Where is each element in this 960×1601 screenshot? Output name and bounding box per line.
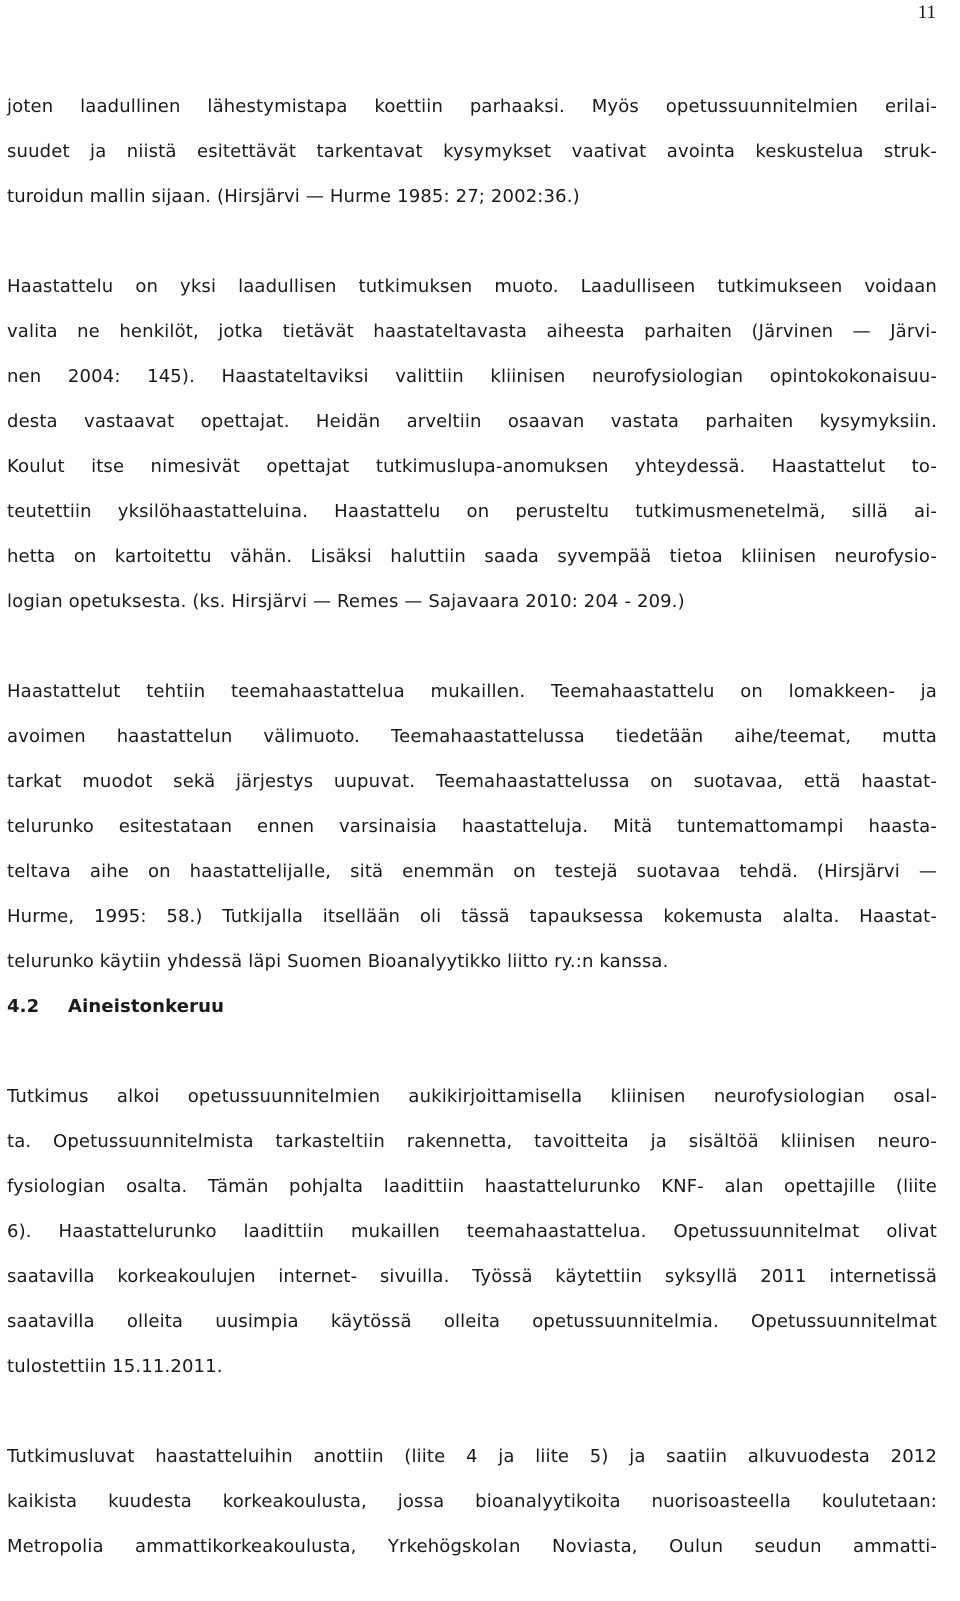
- text-line: Tutkimusluvat haastatteluihin anottiin (liite 4 ja liite 5) ja saatiin alkuvuodesta 2012: [7, 1446, 937, 1467]
- paragraph: [7, 84, 937, 219]
- text-line: 6). Haastattelurunko laadittiin mukaillen teemahaastattelua. Opetussuunnitelmat olivat: [7, 1221, 937, 1242]
- text-line: tulostettiin 15.11.2011.: [7, 1356, 223, 1377]
- text-line: avoimen haastattelun välimuoto. Teemahaastattelussa tiedetään aihe/teemat, mutta: [7, 726, 937, 747]
- section-number: 4.2: [7, 996, 40, 1017]
- text-line: suudet ja niistä esitettävät tarkentavat kysymykset vaativat avointa keskustelua struk-: [7, 141, 937, 162]
- text-line: Metropolia ammattikorkeakoulusta, Yrkehögskolan Noviasta, Oulun seudun ammatti-: [7, 1536, 937, 1557]
- text-line: ta. Opetussuunnitelmista tarkasteltiin rakennetta, tavoitteita ja sisältöä kliinisen neuro-: [7, 1131, 937, 1152]
- text-line: desta vastaavat opettajat. Heidän arveltiin osaavan vastata parhaiten kysymyksiin.: [7, 411, 937, 432]
- text-line: valita ne henkilöt, jotka tietävät haastateltavasta aiheesta parhaiten (Järvinen — Järvi-: [7, 321, 937, 342]
- section-heading: [7, 984, 937, 1029]
- text-line: telurunko esitestataan ennen varsinaisia haastatteluja. Mitä tuntemattomampi haasta-: [7, 816, 937, 837]
- text-line: tarkat muodot sekä järjestys uupuvat. Teemahaastattelussa on suotavaa, että haastat-: [7, 771, 937, 792]
- text-line: logian opetuksesta. (ks. Hirsjärvi — Remes — Sajavaara 2010: 204 - 209.): [7, 591, 685, 612]
- text-line: teutettiin yksilöhaastatteluina. Haastattelu on perusteltu tutkimusmenetelmä, sillä ai-: [7, 501, 937, 522]
- text-line: nen 2004: 145). Haastateltaviksi valittiin kliinisen neurofysiologian opintokokonaisuu-: [7, 366, 937, 387]
- text-line: kaikista kuudesta korkeakoulusta, jossa bioanalyytikoita nuorisoasteella koulutetaan:: [7, 1491, 937, 1512]
- section-title: Aineistonkeruu: [68, 996, 225, 1017]
- text-line: hetta on kartoitettu vähän. Lisäksi haluttiin saada syvempää tietoa kliinisen neurofysio-: [7, 546, 937, 567]
- text-line: saatavilla korkeakoulujen internet- sivuilla. Työssä käytettiin syksyllä 2011 internetissä: [7, 1266, 937, 1287]
- paragraph: [7, 1074, 937, 1389]
- page-number: 11: [917, 2, 936, 23]
- text-line: Haastattelut tehtiin teemahaastattelua mukaillen. Teemahaastattelu on lomakkeen- ja: [7, 681, 937, 702]
- text-line: saatavilla olleita uusimpia käytössä olleita opetussuunnitelmia. Opetussuunnitelmat: [7, 1311, 937, 1332]
- text-line: fysiologian osalta. Tämän pohjalta laadittiin haastattelurunko KNF- alan opettajille (liite: [7, 1176, 937, 1197]
- paragraph: [7, 1434, 937, 1569]
- paragraph: [7, 264, 937, 624]
- document-body: [7, 84, 937, 1569]
- text-line: teltava aihe on haastattelijalle, sitä enemmän on testejä suotavaa tehdä. (Hirsjärvi —: [7, 861, 937, 882]
- paragraph: [7, 669, 937, 984]
- text-line: telurunko käytiin yhdessä läpi Suomen Bioanalyytikko liitto ry.:n kanssa.: [7, 951, 669, 972]
- text-line: Koulut itse nimesivät opettajat tutkimuslupa-anomuksen yhteydessä. Haastattelut to-: [7, 456, 937, 477]
- text-line: turoidun mallin sijaan. (Hirsjärvi — Hurme 1985: 27; 2002:36.): [7, 186, 580, 207]
- text-line: joten laadullinen lähestymistapa koettiin parhaaksi. Myös opetussuunnitelmien erilai-: [7, 96, 937, 117]
- text-line: Tutkimus alkoi opetussuunnitelmien aukikirjoittamisella kliinisen neurofysiologian osal-: [7, 1086, 937, 1107]
- text-line: Hurme, 1995: 58.) Tutkijalla itsellään oli tässä tapauksessa kokemusta alalta. Haastat-: [7, 906, 937, 927]
- text-line: Haastattelu on yksi laadullisen tutkimuksen muoto. Laadulliseen tutkimukseen voidaan: [7, 276, 937, 297]
